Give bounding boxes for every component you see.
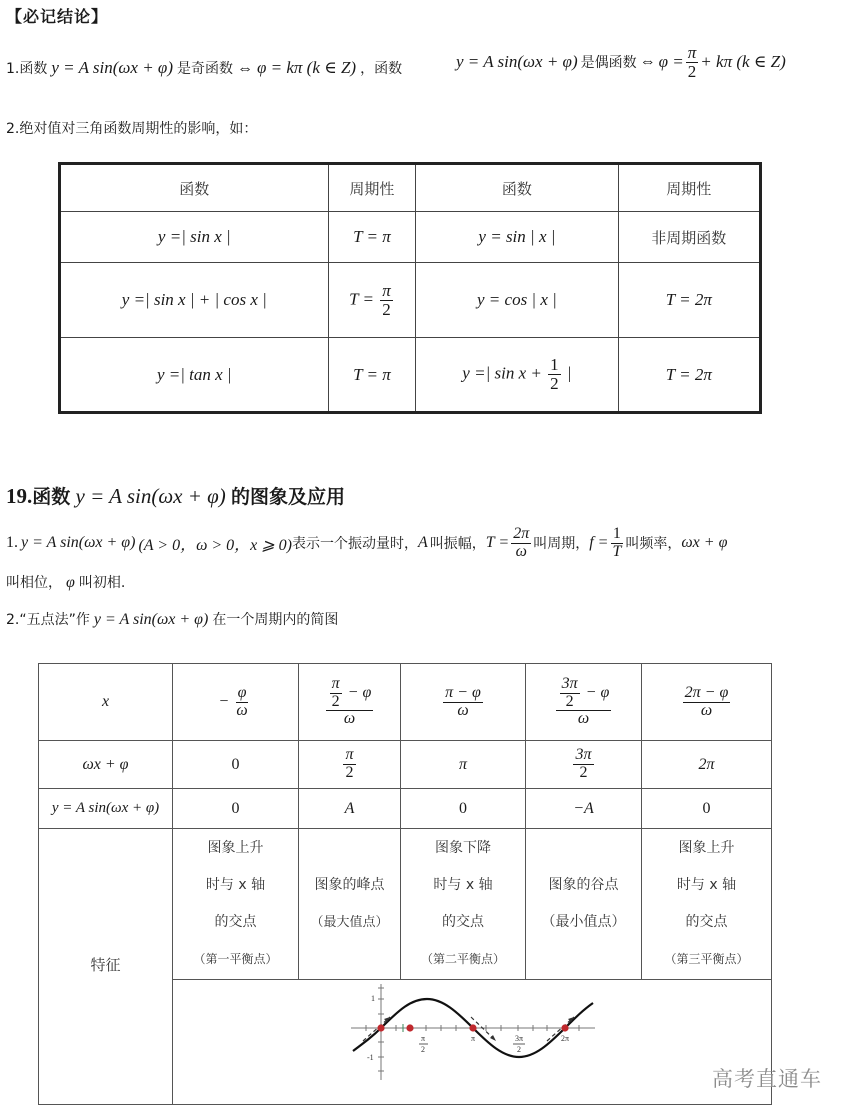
fraction-denominator: T	[612, 542, 622, 560]
fraction-denominator: ω	[700, 701, 713, 719]
p1-line2-text2: 叫初相.	[78, 575, 126, 591]
fraction-numerator: 3π	[575, 746, 592, 764]
section-title-suffix: 的图象及应用	[231, 486, 346, 508]
x-cell	[173, 664, 299, 741]
row-label-y: y = A sin(ωx + φ)	[39, 789, 173, 829]
section-title-prefix: 函数	[32, 486, 71, 508]
svg-text:2: 2	[517, 1045, 521, 1054]
function-lhs: y =| sin x +	[462, 363, 542, 383]
nested-numerator	[326, 676, 374, 712]
y-cell: 0	[642, 789, 772, 829]
conclusion-item-1	[6, 58, 402, 78]
p1-period-lhs: T =	[485, 534, 510, 552]
function-cell: y = sin | x |	[416, 212, 618, 263]
period-lhs: T =	[349, 288, 374, 308]
row-label-phase: ωx + φ	[39, 741, 173, 789]
p2-lead: 2.“五点法”作	[6, 612, 90, 628]
numerator-tail: − φ	[347, 683, 372, 701]
header-function: 函数	[60, 164, 329, 212]
x-cell	[526, 664, 642, 741]
item1-even-lhs: φ =	[658, 52, 684, 72]
fraction-numerator: 2π	[513, 525, 530, 542]
header-function: 函数	[416, 164, 618, 212]
row-label-x: x	[39, 664, 173, 741]
p1-frequency-lhs: f =	[589, 534, 609, 552]
section19-paragraph-1-line2	[6, 572, 125, 592]
feature-line: 时与 x 轴	[676, 877, 737, 893]
fraction-numerator: π	[382, 280, 391, 300]
watermark: 高考直通车	[712, 1067, 822, 1091]
phase-cell: 0	[173, 741, 299, 789]
numerator-tail: − φ	[585, 683, 610, 701]
fraction-denominator: 2	[579, 764, 588, 781]
row-y	[39, 789, 772, 829]
section-heading-conclusions: 【必记结论】	[6, 7, 109, 26]
svg-text:2: 2	[421, 1045, 425, 1054]
p1-conditions: (A > 0，ω > 0，x ⩾ 0)	[138, 536, 293, 554]
period-cell: 非周期函数	[618, 212, 760, 263]
x-cell	[401, 664, 526, 741]
table-row	[60, 263, 761, 338]
minus-sign: −	[219, 692, 229, 710]
x-cell	[642, 664, 772, 741]
fraction-numerator: 3π	[561, 674, 578, 692]
fraction-numerator: 1	[612, 525, 621, 542]
graph-cell	[173, 980, 772, 1105]
feature-line: 图象上升	[207, 840, 264, 856]
function-cell: y =| sin x |	[60, 212, 329, 263]
feature-cell	[173, 829, 299, 980]
p1-text4: 叫频率，	[625, 536, 682, 553]
row-features	[39, 829, 772, 980]
inner-fraction	[560, 676, 580, 711]
p1-text2: 叫振幅，	[429, 536, 486, 553]
fraction-denominator: ω	[577, 710, 590, 728]
header-period: 周期性	[618, 164, 760, 212]
row-x	[39, 664, 772, 741]
phase-cell: π	[401, 741, 526, 789]
fraction-numerator: π	[331, 674, 340, 692]
x-fraction	[683, 685, 731, 720]
phase-cell: 2π	[642, 741, 772, 789]
feature-note: （第三平衡点）	[664, 952, 749, 966]
fraction-numerator: π − φ	[445, 683, 481, 701]
section19-paragraph-1	[6, 526, 727, 561]
fraction-denominator: ω	[457, 701, 469, 719]
nested-fraction	[326, 676, 374, 728]
p2-text: 在一个周期内的简图	[212, 612, 339, 628]
fraction-numerator: π	[687, 43, 697, 62]
item1-even-rhs: + kπ (k ∈ Z)	[700, 52, 786, 72]
feature-line: 的交点	[685, 914, 728, 930]
sine-graph	[173, 980, 771, 1104]
half-fraction	[548, 356, 561, 393]
five-point-table	[38, 663, 772, 1105]
row-label-features: 特征	[39, 829, 173, 1105]
feature-line: 图象的谷点	[548, 877, 619, 893]
section-19-title	[6, 482, 345, 509]
feature-line: 时与 x 轴	[433, 877, 493, 893]
feature-line: 的交点	[442, 914, 484, 930]
item1-sep: ，函数	[360, 61, 403, 77]
graph-axes	[351, 984, 595, 1080]
section-title-formula: y = A sin(ωx + φ)	[75, 484, 226, 508]
y-cell: 0	[401, 789, 526, 829]
fraction-denominator: 2	[687, 61, 697, 81]
feature-line: 的交点	[214, 914, 257, 930]
period-cell: T = 2π	[618, 338, 760, 413]
fraction-denominator: 2	[550, 374, 559, 393]
fraction-numerator: φ	[237, 683, 247, 701]
fraction-numerator: π	[345, 746, 354, 764]
function-cell	[416, 338, 618, 413]
table-row	[60, 212, 761, 263]
y-cell: 0	[173, 789, 299, 829]
p1-text3: 叫周期，	[533, 536, 590, 553]
section-number: 19.	[6, 484, 33, 508]
svg-text:π: π	[470, 1034, 476, 1043]
p1-text1: 表示一个振动量时，	[292, 536, 419, 553]
item1-even-text: 是偶函数	[580, 55, 637, 72]
feature-line: （最大值点）	[310, 915, 389, 930]
feature-note: （第一平衡点）	[193, 952, 278, 966]
function-cell: y =| sin x | + | cos x |	[60, 263, 329, 338]
fraction-denominator: 2	[345, 764, 354, 781]
table-header-row	[60, 164, 761, 212]
frequency-fraction	[610, 526, 623, 561]
fraction-numerator: 2π − φ	[684, 683, 729, 701]
svg-text:2π: 2π	[560, 1034, 570, 1043]
function-cell: y =| tan x |	[60, 338, 329, 413]
phase-fraction	[573, 747, 593, 782]
phase-fraction	[343, 747, 355, 782]
feature-line: 时与 x 轴	[205, 877, 266, 893]
feature-cell	[642, 829, 772, 980]
item1-func2: y = A sin(ωx + φ)	[456, 52, 578, 72]
fraction-denominator: 2	[382, 299, 391, 319]
x-fraction	[443, 685, 483, 720]
x-fraction	[234, 685, 249, 720]
row-phase	[39, 741, 772, 789]
fraction-numerator: 1	[550, 355, 559, 375]
fraction-denominator: ω	[236, 701, 248, 719]
function-rhs: |	[566, 363, 572, 383]
period-cell	[328, 263, 416, 338]
header-period: 周期性	[328, 164, 416, 212]
p1-phase: ωx + φ	[681, 534, 728, 552]
feature-note: （第二平衡点）	[420, 952, 505, 966]
inner-fraction	[330, 676, 342, 711]
nested-numerator	[556, 676, 612, 712]
feature-line: 图象的峰点	[314, 877, 385, 893]
y-cell: A	[299, 789, 401, 829]
nested-fraction	[556, 676, 612, 728]
item1-func1: y = A sin(ωx + φ)	[51, 58, 173, 77]
period-cell: T = π	[328, 338, 416, 413]
function-cell: y = cos | x |	[416, 263, 618, 338]
fraction-denominator: 2	[331, 692, 340, 710]
feature-cell	[526, 829, 642, 980]
table-row	[60, 338, 761, 413]
svg-text:1: 1	[371, 994, 375, 1003]
svg-text:-1: -1	[367, 1053, 374, 1062]
conclusion-item-1-cont	[456, 44, 786, 81]
feature-cell	[401, 829, 526, 980]
iff-symbol: ⇔	[639, 53, 656, 71]
fraction-denominator: 2	[565, 692, 574, 710]
section19-paragraph-2	[6, 609, 338, 629]
iff-symbol: ⇔	[236, 60, 253, 77]
item1-odd-text: 是奇函数	[176, 61, 233, 77]
feature-line: 图象下降	[435, 840, 491, 856]
item1-odd-cond: φ = kπ (k ∈ Z)	[256, 58, 357, 77]
p1-formula: y = A sin(ωx + φ)	[21, 534, 136, 552]
feature-cell	[299, 829, 401, 980]
period-fraction	[380, 282, 393, 319]
svg-text:π: π	[420, 1034, 426, 1043]
phase-cell	[299, 741, 401, 789]
tangent-arrows	[363, 1017, 574, 1041]
p1-phi: φ	[66, 574, 75, 591]
period-fraction	[511, 526, 531, 561]
p1-lead: 1.	[6, 534, 18, 552]
pi-over-2-fraction	[686, 44, 699, 81]
item1-prefix: 1.函数	[6, 61, 48, 77]
feature-line: （最小值点）	[541, 914, 626, 930]
conclusion-item-2: 2.绝对值对三角函数周期性的影响，如：	[6, 121, 258, 137]
p1-amplitude-symbol: A	[418, 534, 428, 552]
period-cell: T = 2π	[618, 263, 760, 338]
x-cell	[299, 664, 401, 741]
period-cell: T = π	[328, 212, 416, 263]
feature-line: 图象上升	[678, 840, 735, 856]
fraction-denominator: ω	[515, 542, 527, 560]
y-cell: −A	[526, 789, 642, 829]
p1-line2-text1: 叫相位，	[6, 575, 62, 591]
p2-formula: y = A sin(ωx + φ)	[93, 611, 209, 628]
fraction-denominator: ω	[343, 710, 356, 728]
phase-cell	[526, 741, 642, 789]
period-table	[58, 162, 762, 414]
svg-text:3π: 3π	[514, 1034, 524, 1043]
